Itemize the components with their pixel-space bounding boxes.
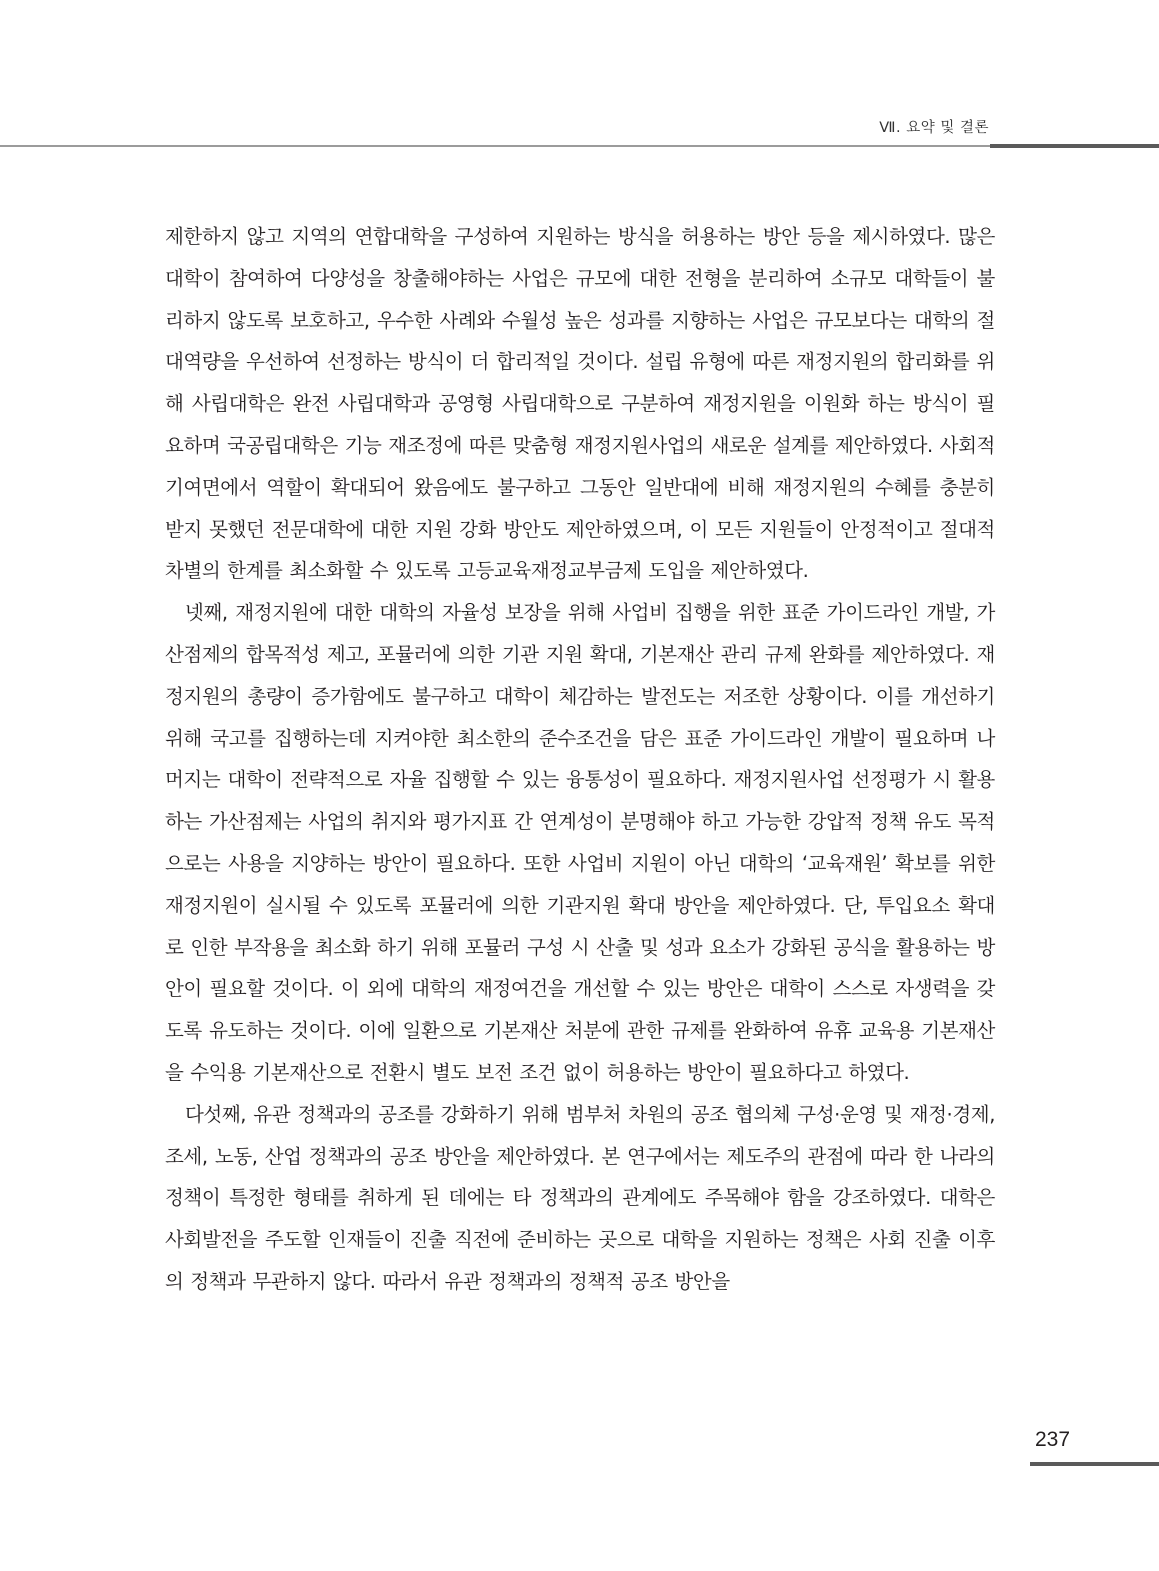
- header-rule: [0, 145, 990, 147]
- body-text: [165, 216, 995, 1303]
- page-number: 237: [1035, 1428, 1071, 1451]
- footer-rule: [1030, 1462, 1159, 1466]
- paragraph-fourth: 넷째, 재정지원에 대한 대학의 자율성 보장을 위해 사업비 집행을 위한 표준 가이드라인 개발, 가산점제의 합목적성 제고, 포뮬러에 의한 기관 지원 확대, 기본재산 관리 규제 완화를 제안하였다. 재정지원의 총량이 증가함에도 불구하고 대학이 체감하는 발전도는 저조한 상황이다. 이를 개선하기 위해 국고를 집행하는데 지켜야한 최소한의 준수조건을 담은 표준 가이드라인 개발이 필요하며 나머지는 대학이 전략적으로 자율 집행할 수 있는 융통성이 필요하다. 재정지원사업 선정평가 시 활용하는 가산점제는 사업의 취지와 평가지표 간 연계성이 분명해야 하고 가능한 강압적 정책 유도 목적으로는 사용을 지양하는 방안이 필요하다. 또한 사업비 지원이 아닌 대학의 ‘교육재원’ 확보를 위한 재정지원이 실시될 수 있도록 포뮬러에 의한 기관지원 확대 방안을 제안하였다. 단, 투입요소 확대로 인한 부작용을 최소화 하기 위해 포뮬러 구성 시 산출 및 성과 요소가 강화된 공식을 활용하는 방안이 필요할 것이다. 이 외에 대학의 재정여건을 개선할 수 있는 방안은 대학이 스스로 자생력을 갖도록 유도하는 것이다. 이에 일환으로 기본재산 처분에 관한 규제를 완화하여 유휴 교육용 기본재산을 수익용 기본재산으로 전환시 별도 보전 조건 없이 허용하는 방안이 필요하다고 하였다.: [165, 601, 995, 1084]
- header-rule-accent: [990, 144, 1159, 148]
- running-header-chapter: Ⅶ. 요약 및 결론: [879, 120, 989, 136]
- paragraph-continued: 제한하지 않고 지역의 연합대학을 구성하여 지원하는 방식을 허용하는 방안 등을 제시하였다. 많은 대학이 참여하여 다양성을 창출해야하는 사업은 규모에 대한 전형을 분리하여 소규모 대학들이 불리하지 않도록 보호하고, 우수한 사례와 수월성 높은 성과를 지향하는 사업은 규모보다는 대학의 절대역량을 우선하여 선정하는 방식이 더 합리적일 것이다. 설립 유형에 따른 재정지원의 합리화를 위해 사립대학은 완전 사립대학과 공영형 사립대학으로 구분하여 재정지원을 이원화 하는 방식이 필요하며 국공립대학은 기능 재조정에 따른 맞춤형 재정지원사업의 새로운 설계를 제안하였다. 사회적 기여면에서 역할이 확대되어 왔음에도 불구하고 그동안 일반대에 비해 재정지원의 수혜를 충분히 받지 못했던 전문대학에 대한 지원 강화 방안도 제안하였으며, 이 모든 지원들이 안정적이고 절대적 차별의 한계를 최소화할 수 있도록 고등교육재정교부금제 도입을 제안하였다.: [165, 225, 995, 583]
- paragraph-fifth: 다섯째, 유관 정책과의 공조를 강화하기 위해 범부처 차원의 공조 협의체 구성·운영 및 재정·경제, 조세, 노동, 산업 정책과의 공조 방안을 제안하였다. 본 연구에서는 제도주의 관점에 따라 한 나라의 정책이 특정한 형태를 취하게 된 데에는 타 정책과의 관계에도 주목해야 함을 강조하였다. 대학은 사회발전을 주도할 인재들이 진출 직전에 준비하는 곳으로 대학을 지원하는 정책은 사회 진출 이후의 정책과 무관하지 않다. 따라서 유관 정책과의 정책적 공조 방안을: [165, 1102, 995, 1293]
